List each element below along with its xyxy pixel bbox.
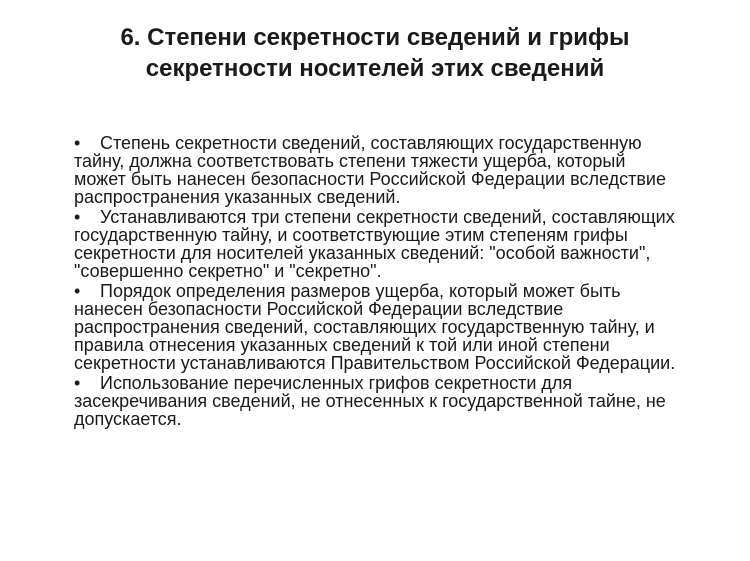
bullet-item-line <box>74 282 734 300</box>
bullet-text: может быть нанесен безопасности Российской Федерации вследствие <box>74 169 666 189</box>
bullet-text: Использование перечисленных грифов секретности для <box>100 373 573 393</box>
bullet-item-line <box>74 170 734 188</box>
bullet-text: засекречивания сведений, не отнесенных к государственной тайне, не <box>74 391 666 411</box>
bullet-item <box>74 134 734 206</box>
bullet-item-line <box>74 410 734 428</box>
bullet-item-line <box>74 244 734 262</box>
bullet-text: "совершенно секретно" и "секретно". <box>74 261 382 281</box>
bullet-text: допускается. <box>74 409 182 429</box>
bullet-text: Степень секретности сведений, составляющих государственную <box>100 133 642 153</box>
bullet-item-line <box>74 392 734 410</box>
bullet-text: государственную тайну, и соответствующие этим степеням грифы <box>74 225 628 245</box>
bullet-icon: • <box>74 133 81 153</box>
slide-title-line: секретности носителей этих сведений <box>145 55 605 82</box>
bullet-item-line <box>74 134 734 152</box>
bullet-text: Устанавливаются три степени секретности сведений, составляющих <box>100 207 675 227</box>
bullet-icon: • <box>74 373 81 393</box>
bullet-item-line <box>74 336 734 354</box>
bullet-item-line <box>74 208 734 226</box>
bullet-item <box>74 208 734 280</box>
bullet-text: нанесен безопасности Российской Федерации вследствие <box>74 299 564 319</box>
bullet-item-line <box>74 262 734 280</box>
bullet-icon: • <box>74 281 81 301</box>
bullet-item-line <box>74 374 734 392</box>
bullet-item <box>74 282 734 372</box>
bullet-item-line <box>74 354 734 372</box>
bullet-text: Порядок определения размеров ущерба, который может быть <box>100 281 621 301</box>
bullet-text: распространения указанных сведений. <box>74 187 401 207</box>
bullet-text: правила отнесения указанных сведений к той или иной степени <box>74 335 610 355</box>
slide-title <box>0 22 750 84</box>
bullet-text: распространения сведений, составляющих государственную тайну, и <box>74 317 655 337</box>
bullet-item-line <box>74 152 734 170</box>
bullet-item <box>74 374 734 428</box>
bullet-text: секретности устанавливаются Правительством Российской Федерации. <box>74 353 676 373</box>
bullet-list <box>74 134 734 430</box>
bullet-item-line <box>74 318 734 336</box>
bullet-text: секретности для носителей указанных сведений: "особой важности", <box>74 243 651 263</box>
bullet-icon: • <box>74 207 81 227</box>
bullet-item-line <box>74 226 734 244</box>
bullet-item-line <box>74 188 734 206</box>
slide-title-line: 6. Степени секретности сведений и грифы <box>120 24 630 51</box>
bullet-text: тайну, должна соответствовать степени тяжести ущерба, который <box>74 151 626 171</box>
bullet-item-line <box>74 300 734 318</box>
